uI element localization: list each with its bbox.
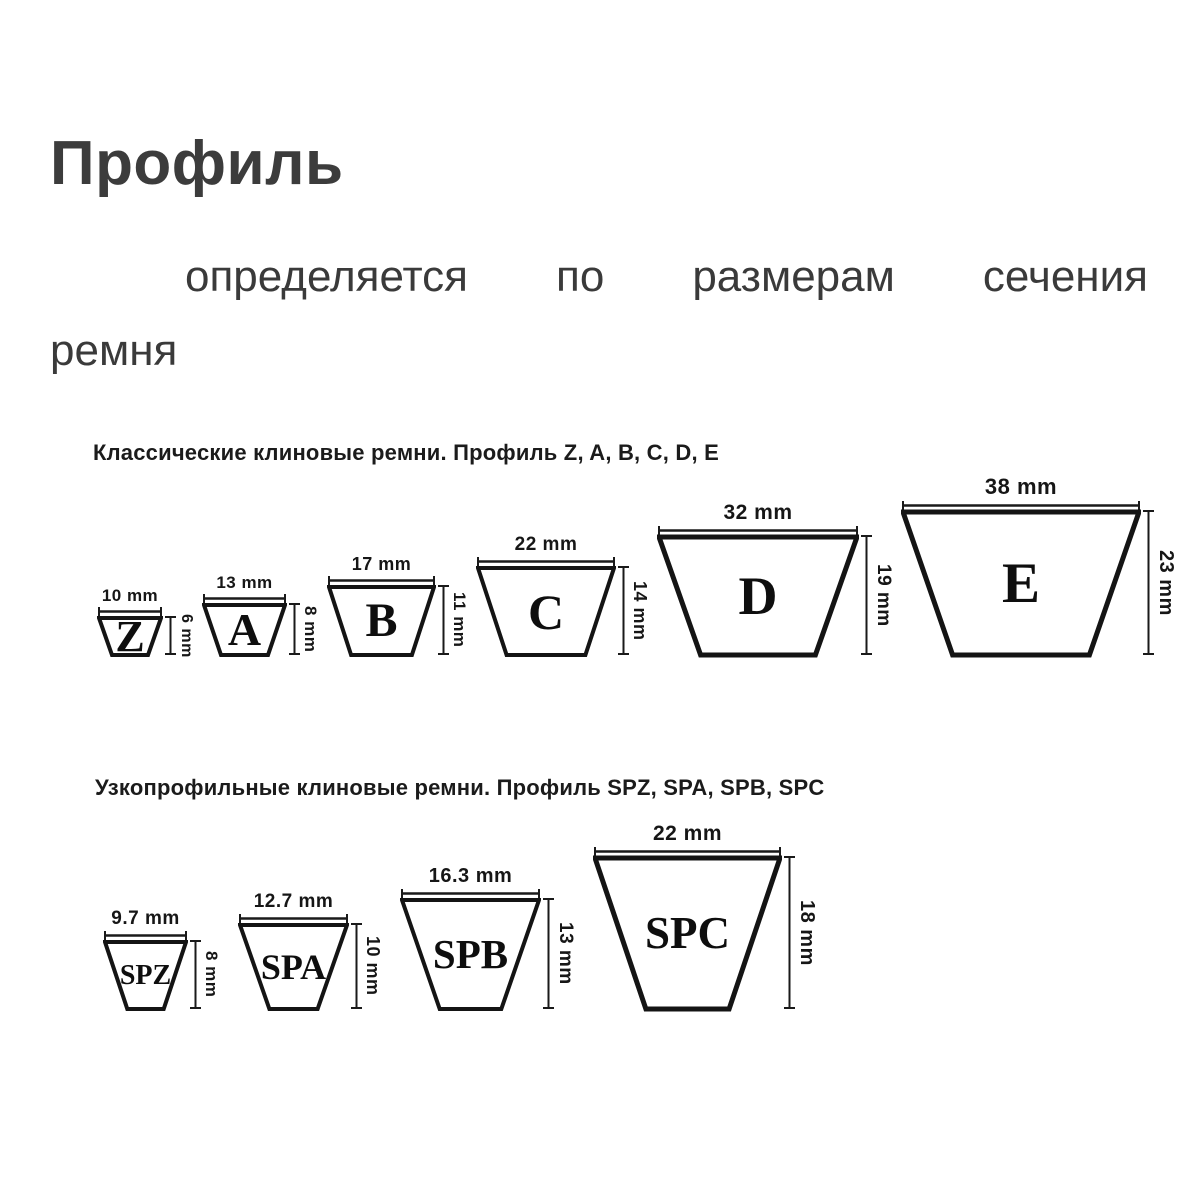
belt-letter: E (1001, 552, 1041, 615)
belt-width-label: 32 mm (723, 501, 793, 524)
belt-column (657, 501, 859, 658)
belt-height-dimension (438, 584, 468, 656)
page-title: Профиль (50, 129, 344, 198)
belt-letter: SPZ (119, 959, 172, 991)
belt-letter: SPC (644, 908, 730, 958)
belt-column (103, 908, 188, 1012)
belt-height-label: 11 mm (450, 592, 469, 648)
belt-width-label: 38 mm (984, 474, 1058, 499)
belt-height-label: 10 mm (363, 936, 383, 996)
belt-shape-wrap (103, 931, 188, 1012)
intro-paragraph-line1: определяется по размерам сечения (185, 252, 1148, 301)
belt-height-dimension (289, 602, 319, 656)
height-dimension-svg (165, 615, 178, 656)
belt-figure-D (657, 501, 893, 658)
belt-shape-wrap (238, 914, 349, 1012)
belt-figure-E (901, 474, 1176, 658)
narrow-diagram-heading: Узкопрофильные клиновые ремни. Профиль SPZ, SPA, SPB, SPC (95, 775, 825, 800)
belt-letter: A (227, 604, 262, 655)
belt-column (593, 822, 782, 1012)
belt-height-dimension (861, 534, 893, 656)
belt-height-dimension (165, 615, 194, 656)
belt-column (97, 586, 163, 661)
intro-paragraph-line2: ремня (50, 326, 178, 375)
belt-width-label: 22 mm (514, 534, 578, 555)
belt-width-label: 10 mm (101, 586, 159, 605)
belt-height-dimension (190, 939, 220, 1010)
belt-figure-A (202, 573, 319, 658)
belt-shape-wrap (593, 847, 782, 1012)
belt-height-dimension (784, 855, 817, 1010)
belt-column (327, 554, 436, 658)
belt-figure-SPA (238, 891, 382, 1012)
classic-diagram-heading: Классические клиновые ремни. Профиль Z, A, B, C, D, E (93, 440, 719, 465)
belt-letter: C (527, 583, 565, 640)
belt-figure-C (476, 534, 649, 658)
belt-column (238, 891, 349, 1012)
belt-column (400, 865, 541, 1012)
belt-height-label: 6 mm (178, 613, 195, 658)
belt-figure-SPZ (103, 908, 220, 1012)
belt-column (476, 534, 616, 658)
belt-column (901, 474, 1141, 658)
belt-width-label: 16.3 mm (428, 865, 513, 887)
belt-figure-SPB (400, 865, 575, 1012)
belt-width-label: 17 mm (351, 554, 412, 574)
belt-shape-wrap (476, 557, 616, 658)
belt-shape-wrap (327, 576, 436, 658)
belt-column (202, 573, 287, 658)
belt-figure-SPC (593, 822, 817, 1012)
belt-width-label: 13 mm (216, 573, 273, 592)
belt-height-label: 23 mm (1155, 549, 1177, 616)
belt-height-dimension (351, 922, 382, 1010)
belt-height-label: 8 mm (202, 951, 221, 998)
belt-width-label: 12.7 mm (253, 891, 334, 912)
belt-height-label: 14 mm (630, 580, 650, 641)
belt-letter: SPA (260, 947, 327, 987)
belt-height-label: 19 mm (873, 563, 894, 627)
classic-belt-row (97, 466, 1177, 661)
belt-height-dimension (618, 565, 649, 656)
belt-shape-wrap (400, 889, 541, 1012)
belt-height-label: 18 mm (796, 899, 818, 966)
belt-figure-B (327, 554, 468, 658)
belt-letter: B (365, 594, 398, 647)
belt-height-dimension (543, 897, 575, 1010)
belt-letter: D (738, 566, 778, 626)
belt-height-dimension (1143, 509, 1176, 656)
narrow-belt-row (103, 818, 817, 1012)
belt-width-label: 9.7 mm (111, 908, 180, 929)
belt-letter: Z (115, 611, 145, 661)
belt-shape-wrap (657, 526, 859, 658)
belt-height-label: 8 mm (301, 605, 320, 653)
belt-width-label: 22 mm (652, 822, 723, 845)
belt-height-label: 13 mm (555, 922, 576, 985)
belt-shape-wrap (901, 501, 1141, 658)
belt-shape-wrap (202, 594, 287, 658)
belt-figure-Z (97, 586, 195, 661)
belt-shape-wrap (97, 607, 163, 661)
belt-letter: SPB (432, 931, 509, 977)
